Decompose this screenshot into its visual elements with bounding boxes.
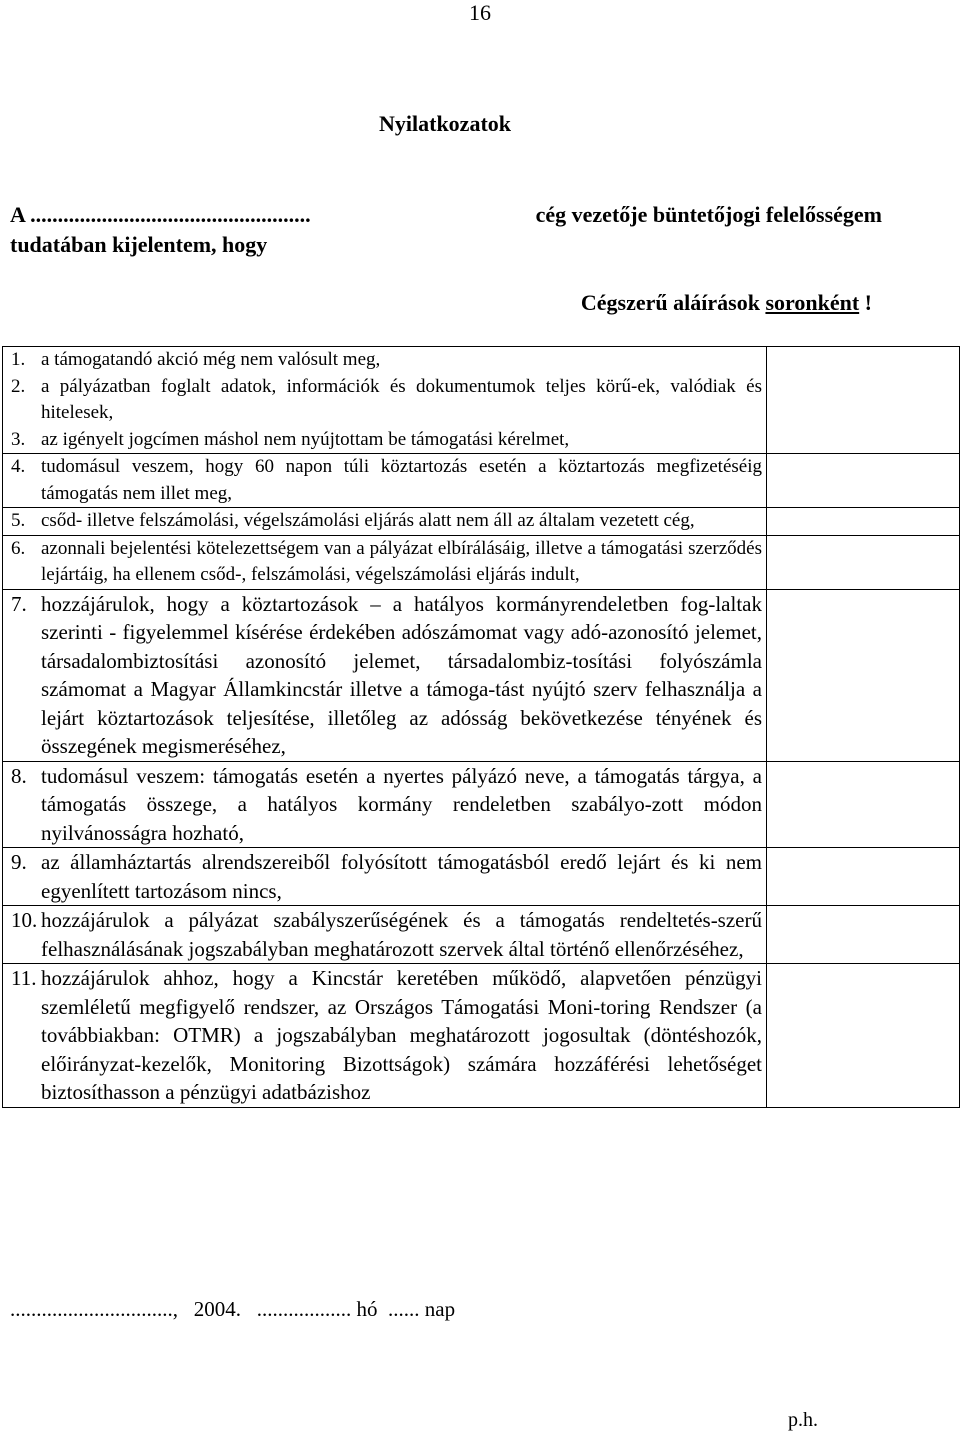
declaration-item [3,347,766,374]
declarations-table [2,346,960,1108]
signature-cell[interactable] [767,454,960,508]
table-row [3,347,960,454]
declaration-number: 1. [11,349,26,370]
declaration-text: a pályázatban foglalt adatok, információk és dokumentumok teljes körű-ek, valódiak és hitelesek, [41,375,762,423]
signature-column-header [581,289,872,317]
declaration-text: tudomásul veszem, hogy 60 napon túli köztartozás esetén a köztartozás megfizetéséig támogatás nem illet meg, [41,456,762,504]
intro-statement [10,200,882,260]
declaration-text: csőd- illetve felszámolási, végelszámolási eljárás alatt nem áll az általam vezetett cég, [41,510,695,531]
declaration-item [3,590,766,761]
date-line: ..............................., 2004. .................. hó ...... nap [10,1297,456,1321]
declaration-cell [3,535,767,589]
declaration-cell [3,347,767,454]
declaration-text: a támogatandó akció még nem valósult meg, [41,349,381,370]
table-row [3,964,960,1108]
declaration-number: 11. [11,966,37,990]
declaration-cell [3,848,767,906]
declaration-text: hozzájárulok ahhoz, hogy a Kincstár keretében működő, alapvetően pénzügyi szemléletű megfigyelő rendszer, az Országos Támogatási Moni-toring Rendszer (a továbbiakban: OTMR) a jogszabályban meghatározott jogosultak (döntéshozók, előirányzat-kezelők, Monitoring Bizottságok) számára hozzáférési lehetőséget biztosíthasson a pénzügyi adatbázishoz [41,966,762,1104]
declaration-number: 9. [11,850,27,874]
signature-header-suffix: ! [859,290,872,315]
declaration-number: 7. [11,591,27,616]
declaration-text: az igényelt jogcímen máshol nem nyújtottam be támogatási kérelmet, [41,428,570,450]
declaration-number: 6. [11,537,26,559]
declaration-cell [3,454,767,508]
declaration-item [3,964,766,1107]
document-title: Nyilatkozatok [379,111,511,136]
declaration-item [3,427,766,454]
signature-cell[interactable] [767,347,960,454]
intro-line2-text: tudatában kijelentem, hogy [10,232,268,257]
declaration-item [3,848,766,905]
declaration-number: 4. [11,456,26,477]
declaration-text: azonnali bejelentési kötelezettségem van a pályázat elbírálásáig, illetve a támogatási szerződés lejártáig, ha ellenem csőd-, felszámolási, végelszámolási eljárás indult, [41,537,762,585]
declaration-cell [3,589,767,761]
declaration-number: 5. [11,510,26,531]
declaration-cell [3,906,767,964]
declaration-item [3,508,766,535]
signature-cell[interactable] [767,589,960,761]
table-row [3,508,960,536]
table-row [3,848,960,906]
signature-cell[interactable] [767,964,960,1108]
declaration-cell [3,508,767,536]
signature-header-text: Cégszerű aláírások [580,290,760,315]
intro-line1-text: cég vezetője büntetőjogi felelősségem [535,202,882,227]
declaration-item [3,762,766,848]
signature-cell[interactable] [767,508,960,536]
declaration-text: hozzájárulok, hogy a köztartozások – a hatályos kormányrendeletben fog-laltak szerinti - figyelemmel kísérése érdekében adószámomat vagy adó-azonosító jelemet, társadalombiztosítási azonosító jelemet, társadalombiz-tosítási folyószámla számomat a Magyar Államkincstár illetve a támoga-tást nyújtó szerv felhasználja a lejárt köztartozások teljesítése, illetőleg az adósság bekövetkezése tényének és összegének megismeréséhez, [41,591,762,758]
declaration-cell [3,964,767,1108]
declaration-number: 10. [11,908,38,932]
table-row [3,535,960,589]
signature-cell[interactable] [767,535,960,589]
table-row [3,761,960,848]
declaration-item [3,536,766,589]
signature-cell[interactable] [767,906,960,964]
declaration-text: tudomásul veszem: támogatás esetén a nyertes pályázó neve, a támogatás tárgya, a támogatás összege, a hatályos kormány rendeletben szabályo-zott módon nyilvánosságra hozható, [41,763,762,845]
declaration-number: 3. [11,428,26,450]
table-row [3,589,960,761]
page-number: 16 [469,0,491,25]
signature-cell[interactable] [767,848,960,906]
declaration-number: 2. [11,375,26,397]
stamp-label: p.h. [788,1409,818,1431]
declaration-number: 8. [11,763,27,788]
declaration-cell [3,761,767,848]
company-name-blank: A ................................................... [10,202,311,227]
declaration-text: az államháztartás alrendszereiből folyósított támogatásból eredő lejárt és ki nem egyenlített tartozásom nincs, [41,850,762,903]
declaration-item [3,374,766,427]
signature-cell[interactable] [767,761,960,848]
table-row [3,454,960,508]
table-row [3,906,960,964]
signature-header-underlined: soronként [765,290,860,315]
declaration-item [3,906,766,963]
declaration-text: hozzájárulok a pályázat szabályszerűségének és a támogatás rendeltetés-szerű felhasználásának jogszabályban meghatározott szervek által történő ellenőrzéséhez, [41,908,762,961]
declaration-item [3,454,766,507]
